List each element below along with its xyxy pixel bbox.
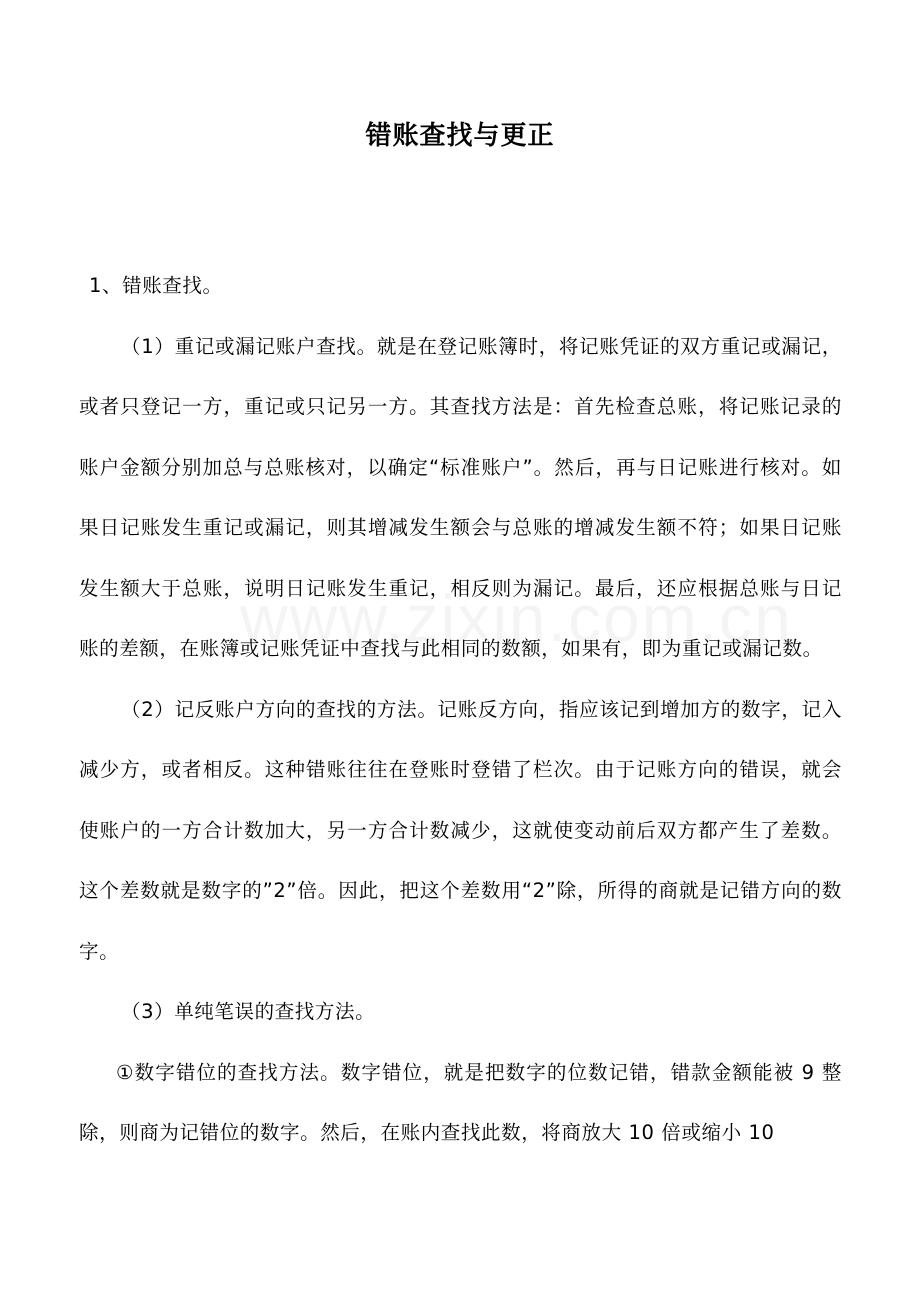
document-body <box>79 256 842 1164</box>
document-title: 错账查找与更正 <box>365 121 555 151</box>
paragraph: （1）重记或漏记账户查找。就是在登记账簿时，将记账凭证的双方重记或漏记，或者只登记一方，重记或只记另一方。其查找方法是：首先检查总账，将记账记录的账户金额分别加总与总账核对，以确定“标准账户”。然后，再与日记账进行核对。如果日记账发生重记或漏记，则其增减发生额会与总账的增减发生额不符；如果日记账发生额大于总账，说明日记账发生重记，相反则为漏记。最后，还应根据总账与日记账的差额，在账簿或记账凭证中查找与此相同的数额，如果有，即为重记或漏记数。 <box>79 334 842 660</box>
section-heading: 1、错账查找。 <box>89 274 223 297</box>
paragraph: ①数字错位的查找方法。数字错位，就是把数字的位数记错，错款金额能被 9 整除，则商为记错位的数字。然后，在账内查找此数，将商放大 10 倍或缩小 10 <box>79 1060 842 1144</box>
paragraph: （3）单纯笔误的查找方法。 <box>121 1000 376 1023</box>
paragraph: （2）记反账户方向的查找的方法。记账反方向，指应该记到增加方的数字，记入减少方，或者相反。这种错账往往在登账时登错了栏次。由于记账方向的错误，就会使账户的一方合计数加大，另一方合计数减少，这就使变动前后双方都产生了差数。这个差数就是数字的”2”倍。因此，把这个差数用“2”除，所得的商就是记错方向的数字。 <box>79 697 842 963</box>
